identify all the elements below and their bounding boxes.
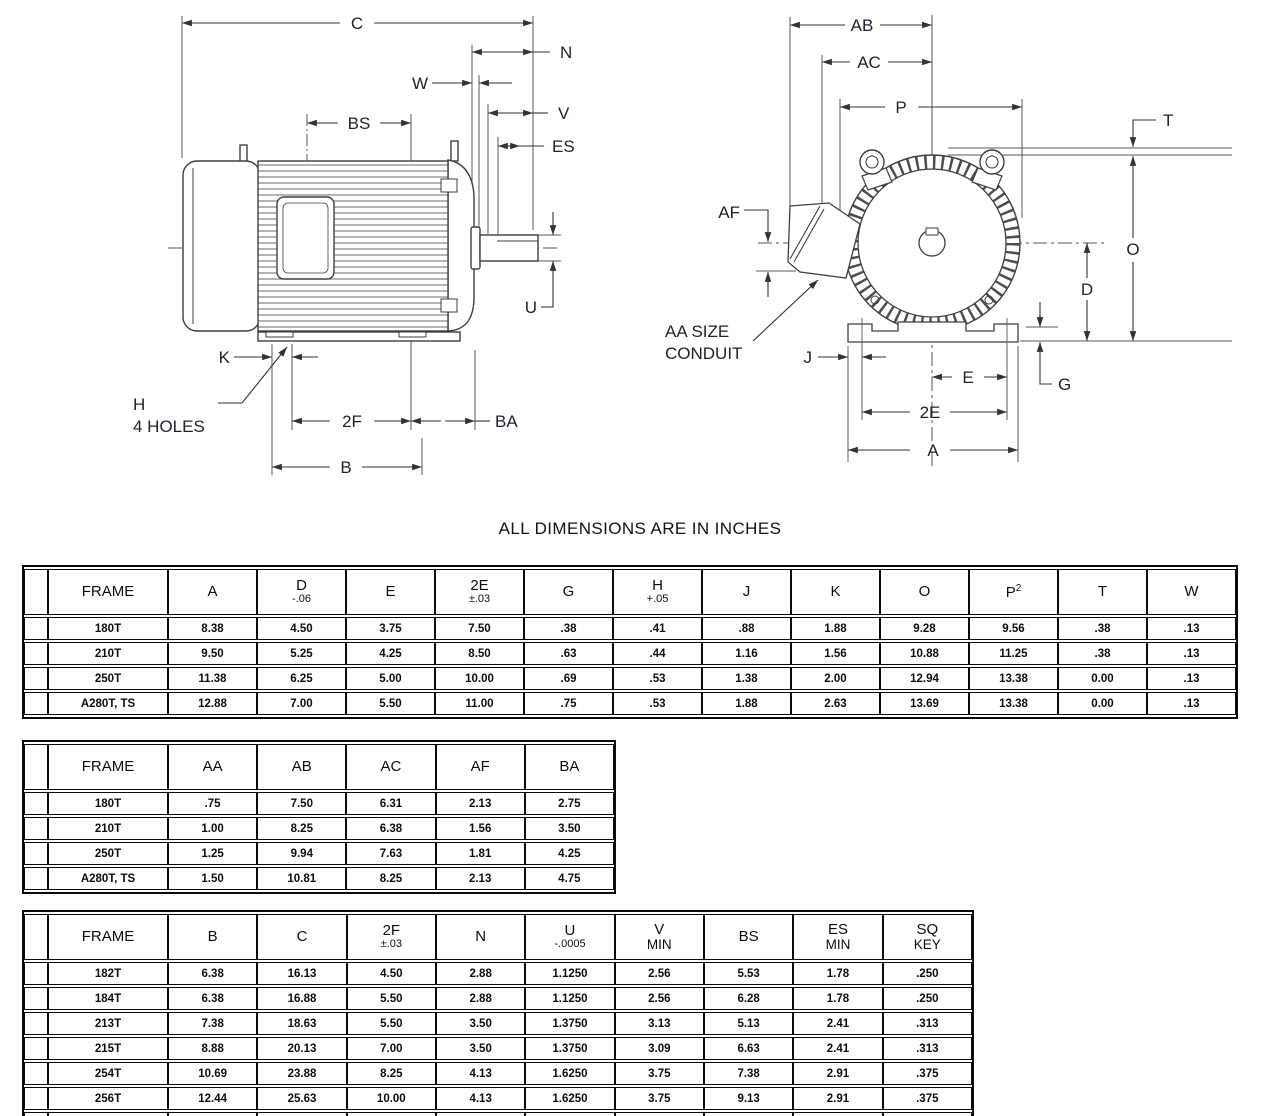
value-cell: .88 <box>702 617 791 640</box>
header-cell: J <box>702 569 791 615</box>
value-cell: 0.00 <box>1058 667 1147 690</box>
table-row <box>24 1037 972 1060</box>
value-cell: .13 <box>1147 667 1236 690</box>
dim-label-c: C <box>350 14 364 33</box>
foot-hole-left <box>266 332 293 337</box>
gutter-cell <box>24 1012 48 1035</box>
junction-box <box>277 197 334 279</box>
value-cell: 7.00 <box>347 1037 436 1060</box>
value-cell: 10.00 <box>435 667 524 690</box>
header-cell: 2F ±.03 <box>347 914 436 960</box>
value-cell: .38 <box>1058 642 1147 665</box>
dim-label-a: A <box>927 441 939 460</box>
gutter-cell <box>24 667 48 690</box>
value-cell: 1.1250 <box>525 987 614 1010</box>
value-cell: 11.00 <box>435 692 524 715</box>
gutter-cell <box>24 1037 48 1060</box>
header-cell: U -.0005 <box>525 914 614 960</box>
value-cell: 0.00 <box>1058 692 1147 715</box>
table-row <box>24 1012 972 1035</box>
value-cell: .53 <box>613 667 702 690</box>
value-cell: 1.81 <box>436 842 525 865</box>
value-cell: 1.78 <box>793 962 882 985</box>
lifting-pin-right <box>451 141 458 161</box>
gutter-cell <box>24 1087 48 1110</box>
value-cell: 11.38 <box>168 667 257 690</box>
header-cell: K <box>791 569 880 615</box>
units-note: ALL DIMENSIONS ARE IN INCHES <box>498 519 782 538</box>
dim-label-j: J <box>803 348 812 367</box>
gutter-cell <box>24 642 48 665</box>
value-cell: .250 <box>883 962 972 985</box>
header-cell: SQ KEY <box>883 914 972 960</box>
gutter-cell <box>24 744 48 790</box>
gutter-cell <box>24 867 48 890</box>
table-row <box>24 617 1236 640</box>
value-cell: 2.56 <box>615 962 704 985</box>
keyway <box>926 228 938 235</box>
value-cell: 2.88 <box>436 962 525 985</box>
dim-label-w: W <box>411 74 428 93</box>
value-cell: 12.44 <box>168 1087 257 1110</box>
value-cell: 4.13 <box>436 1087 525 1110</box>
value-cell: .13 <box>1147 692 1236 715</box>
value-cell: .38 <box>1058 617 1147 640</box>
value-cell: 9.50 <box>168 642 257 665</box>
header-cell: T <box>1058 569 1147 615</box>
header-cell: AF <box>436 744 525 790</box>
value-cell: 1.88 <box>702 692 791 715</box>
table-row <box>24 1062 972 1085</box>
frame-cell: 184T <box>48 987 168 1010</box>
value-cell: 1.3750 <box>525 1012 614 1035</box>
frame-dimensions-main <box>22 565 1238 719</box>
value-cell: 1.88 <box>791 617 880 640</box>
value-cell: 4.50 <box>257 617 346 640</box>
value-cell: .75 <box>524 692 613 715</box>
value-cell: 9.13 <box>704 1087 793 1110</box>
dim-label-t: T <box>1163 111 1174 130</box>
value-cell: 1.78 <box>793 987 882 1010</box>
value-cell: .13 <box>1147 617 1236 640</box>
value-cell: 2.00 <box>791 667 880 690</box>
frame-cell: A280T, TS <box>48 692 168 715</box>
value-cell: 13.69 <box>880 692 969 715</box>
dim-label-d: D <box>1080 280 1094 299</box>
frame-dimensions-shaft <box>22 910 974 1116</box>
value-cell: 1.3750 <box>525 1037 614 1060</box>
value-cell: 5.13 <box>704 1012 793 1035</box>
frame-cell: 250T <box>48 667 168 690</box>
dim-label-af: AF <box>718 203 740 222</box>
value-cell: 10.00 <box>347 1087 436 1110</box>
table-row <box>24 987 972 1010</box>
value-cell: 2.13 <box>436 792 525 815</box>
value-cell: 3.50 <box>436 1012 525 1035</box>
conduit-dimensions-table-container <box>22 740 616 894</box>
value-cell: .69 <box>524 667 613 690</box>
value-cell: 2.88 <box>436 987 525 1010</box>
value-cell: 8.50 <box>435 642 524 665</box>
value-cell: 5.50 <box>347 987 436 1010</box>
value-cell: 23.88 <box>257 1062 346 1085</box>
main-dimensions-table-container <box>22 565 1238 719</box>
header-cell: AC <box>346 744 435 790</box>
dim-label-g: G <box>1058 375 1072 394</box>
frame-cell: 256T <box>48 1087 168 1110</box>
value-cell: 7.00 <box>257 692 346 715</box>
value-cell: 9.28 <box>880 617 969 640</box>
value-cell: 10.81 <box>257 867 346 890</box>
value-cell: .63 <box>524 642 613 665</box>
value-cell: 1.00 <box>168 817 257 840</box>
frame-cell: A280T, TS <box>48 867 168 890</box>
table-row <box>24 867 614 890</box>
value-cell: .375 <box>883 1062 972 1085</box>
value-cell: 3.13 <box>615 1012 704 1035</box>
header-cell: AA <box>168 744 257 790</box>
table-row <box>24 817 614 840</box>
value-cell: 5.25 <box>257 642 346 665</box>
value-cell: 5.53 <box>704 962 793 985</box>
end-view-group <box>665 15 1232 470</box>
motor-end-bell <box>183 161 260 331</box>
value-cell: 8.25 <box>347 1062 436 1085</box>
value-cell: 5.00 <box>346 667 435 690</box>
value-cell: .313 <box>883 1037 972 1060</box>
side-view-group <box>133 14 575 477</box>
value-cell: 1.56 <box>436 817 525 840</box>
value-cell: 3.75 <box>346 617 435 640</box>
dim-label-ba: BA <box>495 412 518 431</box>
value-cell: 4.75 <box>525 867 614 890</box>
value-cell: 6.25 <box>257 667 346 690</box>
clipped-row <box>24 1112 972 1116</box>
table-row <box>24 842 614 865</box>
value-cell: 9.94 <box>257 842 346 865</box>
gutter-cell <box>24 569 48 615</box>
table-row <box>24 642 1236 665</box>
header-row <box>24 744 614 790</box>
dim-label-ab: AB <box>850 16 874 35</box>
frame-cell: 250T <box>48 842 168 865</box>
value-cell: 2.41 <box>793 1037 882 1060</box>
header-cell: 2E ±.03 <box>435 569 524 615</box>
value-cell: .250 <box>883 987 972 1010</box>
dim-label-v: V <box>558 104 570 123</box>
value-cell: .53 <box>613 692 702 715</box>
shaft <box>480 235 538 261</box>
dim-label-n: N <box>560 43 573 62</box>
dim-label-u: U <box>524 298 537 317</box>
frame-cell: 213T <box>48 1012 168 1035</box>
value-cell: 4.13 <box>436 1062 525 1085</box>
gutter-cell <box>24 842 48 865</box>
dim-label-h: H <box>133 395 146 414</box>
value-cell: 20.13 <box>257 1037 346 1060</box>
header-cell: FRAME <box>48 914 168 960</box>
value-cell: 6.63 <box>704 1037 793 1060</box>
value-cell: 3.09 <box>615 1037 704 1060</box>
eyebolt-left <box>860 150 884 174</box>
frame-cell: 210T <box>48 817 168 840</box>
value-cell: 7.38 <box>168 1012 257 1035</box>
header-cell: D -.06 <box>257 569 346 615</box>
value-cell: 7.63 <box>346 842 435 865</box>
header-cell: W <box>1147 569 1236 615</box>
header-cell: ES MIN <box>793 914 882 960</box>
frame-dimensions-conduit-box <box>22 740 616 894</box>
value-cell: 8.25 <box>257 817 346 840</box>
value-cell: 3.50 <box>525 817 614 840</box>
value-cell: 9.56 <box>969 617 1058 640</box>
value-cell: 7.50 <box>257 792 346 815</box>
table-row <box>24 962 972 985</box>
bracket-bolt-top <box>441 179 457 192</box>
dim-label-o: O <box>1126 240 1140 259</box>
frame-cell: 210T <box>48 642 168 665</box>
dim-label-2f: 2F <box>342 412 362 431</box>
frame-cell: 180T <box>48 617 168 640</box>
value-cell: 16.13 <box>257 962 346 985</box>
dim-label-bs: BS <box>347 114 371 133</box>
value-cell: 4.25 <box>525 842 614 865</box>
base-feet <box>848 322 1018 342</box>
gutter-cell <box>24 692 48 715</box>
dim-label-ac: AC <box>857 53 881 72</box>
header-cell: C <box>257 914 346 960</box>
value-cell: 1.16 <box>702 642 791 665</box>
header-cell: O <box>880 569 969 615</box>
header-cell: BA <box>525 744 614 790</box>
value-cell: .313 <box>883 1012 972 1035</box>
dim-label-es: ES <box>552 137 575 156</box>
value-cell: 12.94 <box>880 667 969 690</box>
value-cell: 6.38 <box>168 987 257 1010</box>
dim-label-2e: 2E <box>919 403 941 422</box>
value-cell: 8.38 <box>168 617 257 640</box>
frame-cell: 254T <box>48 1062 168 1085</box>
header-cell: G <box>524 569 613 615</box>
technical-drawing <box>0 0 1280 505</box>
header-cell: AB <box>257 744 346 790</box>
shaft-dimensions-table-container <box>22 910 974 1116</box>
header-cell: V MIN <box>615 914 704 960</box>
frame-cell: 182T <box>48 962 168 985</box>
header-row <box>24 914 972 960</box>
gutter-cell <box>24 617 48 640</box>
value-cell: 1.25 <box>168 842 257 865</box>
value-cell: .38 <box>524 617 613 640</box>
table-row <box>24 667 1236 690</box>
gutter-cell <box>24 962 48 985</box>
header-cell: H +.05 <box>613 569 702 615</box>
header-cell: $P^2$ <box>969 569 1058 615</box>
value-cell: 6.38 <box>346 817 435 840</box>
value-cell: 1.6250 <box>525 1087 614 1110</box>
value-cell: 2.13 <box>436 867 525 890</box>
value-cell: 3.75 <box>615 1062 704 1085</box>
header-cell: E <box>346 569 435 615</box>
value-cell: 12.88 <box>168 692 257 715</box>
value-cell: 5.50 <box>347 1012 436 1035</box>
value-cell: 1.6250 <box>525 1062 614 1085</box>
value-cell: 2.63 <box>791 692 880 715</box>
value-cell: 7.38 <box>704 1062 793 1085</box>
value-cell: 10.88 <box>880 642 969 665</box>
gutter-cell <box>24 987 48 1010</box>
value-cell: 2.56 <box>615 987 704 1010</box>
value-cell: 8.88 <box>168 1037 257 1060</box>
value-cell: 3.75 <box>615 1087 704 1110</box>
value-cell: .44 <box>613 642 702 665</box>
value-cell: 6.31 <box>346 792 435 815</box>
gutter-cell <box>24 817 48 840</box>
dim-label-e: E <box>962 368 974 387</box>
value-cell: 13.38 <box>969 667 1058 690</box>
value-cell: 1.1250 <box>525 962 614 985</box>
value-cell: 1.56 <box>791 642 880 665</box>
frame-cell: 215T <box>48 1037 168 1060</box>
gutter-cell <box>24 792 48 815</box>
value-cell: 6.38 <box>168 962 257 985</box>
value-cell: 1.50 <box>168 867 257 890</box>
value-cell: 16.88 <box>257 987 346 1010</box>
value-cell: 11.25 <box>969 642 1058 665</box>
label-aa-size: AA SIZE <box>665 322 730 341</box>
value-cell: 2.91 <box>793 1087 882 1110</box>
dim-label-h-note: 4 HOLES <box>133 417 205 436</box>
label-aa-conduit: CONDUIT <box>665 344 743 363</box>
gutter-cell <box>24 1062 48 1085</box>
table-row <box>24 692 1236 715</box>
value-cell: 13.38 <box>969 692 1058 715</box>
value-cell: 7.50 <box>435 617 524 640</box>
value-cell: 1.38 <box>702 667 791 690</box>
header-cell: A <box>168 569 257 615</box>
value-cell: 18.63 <box>257 1012 346 1035</box>
value-cell: 2.75 <box>525 792 614 815</box>
bracket-bolt-bottom <box>441 299 457 312</box>
header-cell: FRAME <box>48 569 168 615</box>
eyebolt-right <box>980 150 1004 174</box>
shaft-shoulder <box>471 227 480 269</box>
value-cell: 5.50 <box>346 692 435 715</box>
header-cell: B <box>168 914 257 960</box>
table-row <box>24 1087 972 1110</box>
value-cell: .13 <box>1147 642 1236 665</box>
dim-label-b: B <box>340 458 352 477</box>
value-cell: 25.63 <box>257 1087 346 1110</box>
header-cell: N <box>436 914 525 960</box>
header-cell: FRAME <box>48 744 168 790</box>
value-cell: .375 <box>883 1087 972 1110</box>
value-cell: 4.50 <box>347 962 436 985</box>
value-cell: 3.50 <box>436 1037 525 1060</box>
foot-hole-right <box>399 332 426 337</box>
value-cell: 6.28 <box>704 987 793 1010</box>
value-cell: .75 <box>168 792 257 815</box>
value-cell: .41 <box>613 617 702 640</box>
gutter-cell <box>24 914 48 960</box>
dim-label-k: K <box>218 348 230 367</box>
frame-cell: 180T <box>48 792 168 815</box>
value-cell: 2.41 <box>793 1012 882 1035</box>
table-row <box>24 792 614 815</box>
value-cell: 4.25 <box>346 642 435 665</box>
dim-label-p: P <box>895 98 907 117</box>
value-cell: 10.69 <box>168 1062 257 1085</box>
value-cell: 2.91 <box>793 1062 882 1085</box>
header-cell: BS <box>704 914 793 960</box>
value-cell: 8.25 <box>346 867 435 890</box>
header-row <box>24 569 1236 615</box>
